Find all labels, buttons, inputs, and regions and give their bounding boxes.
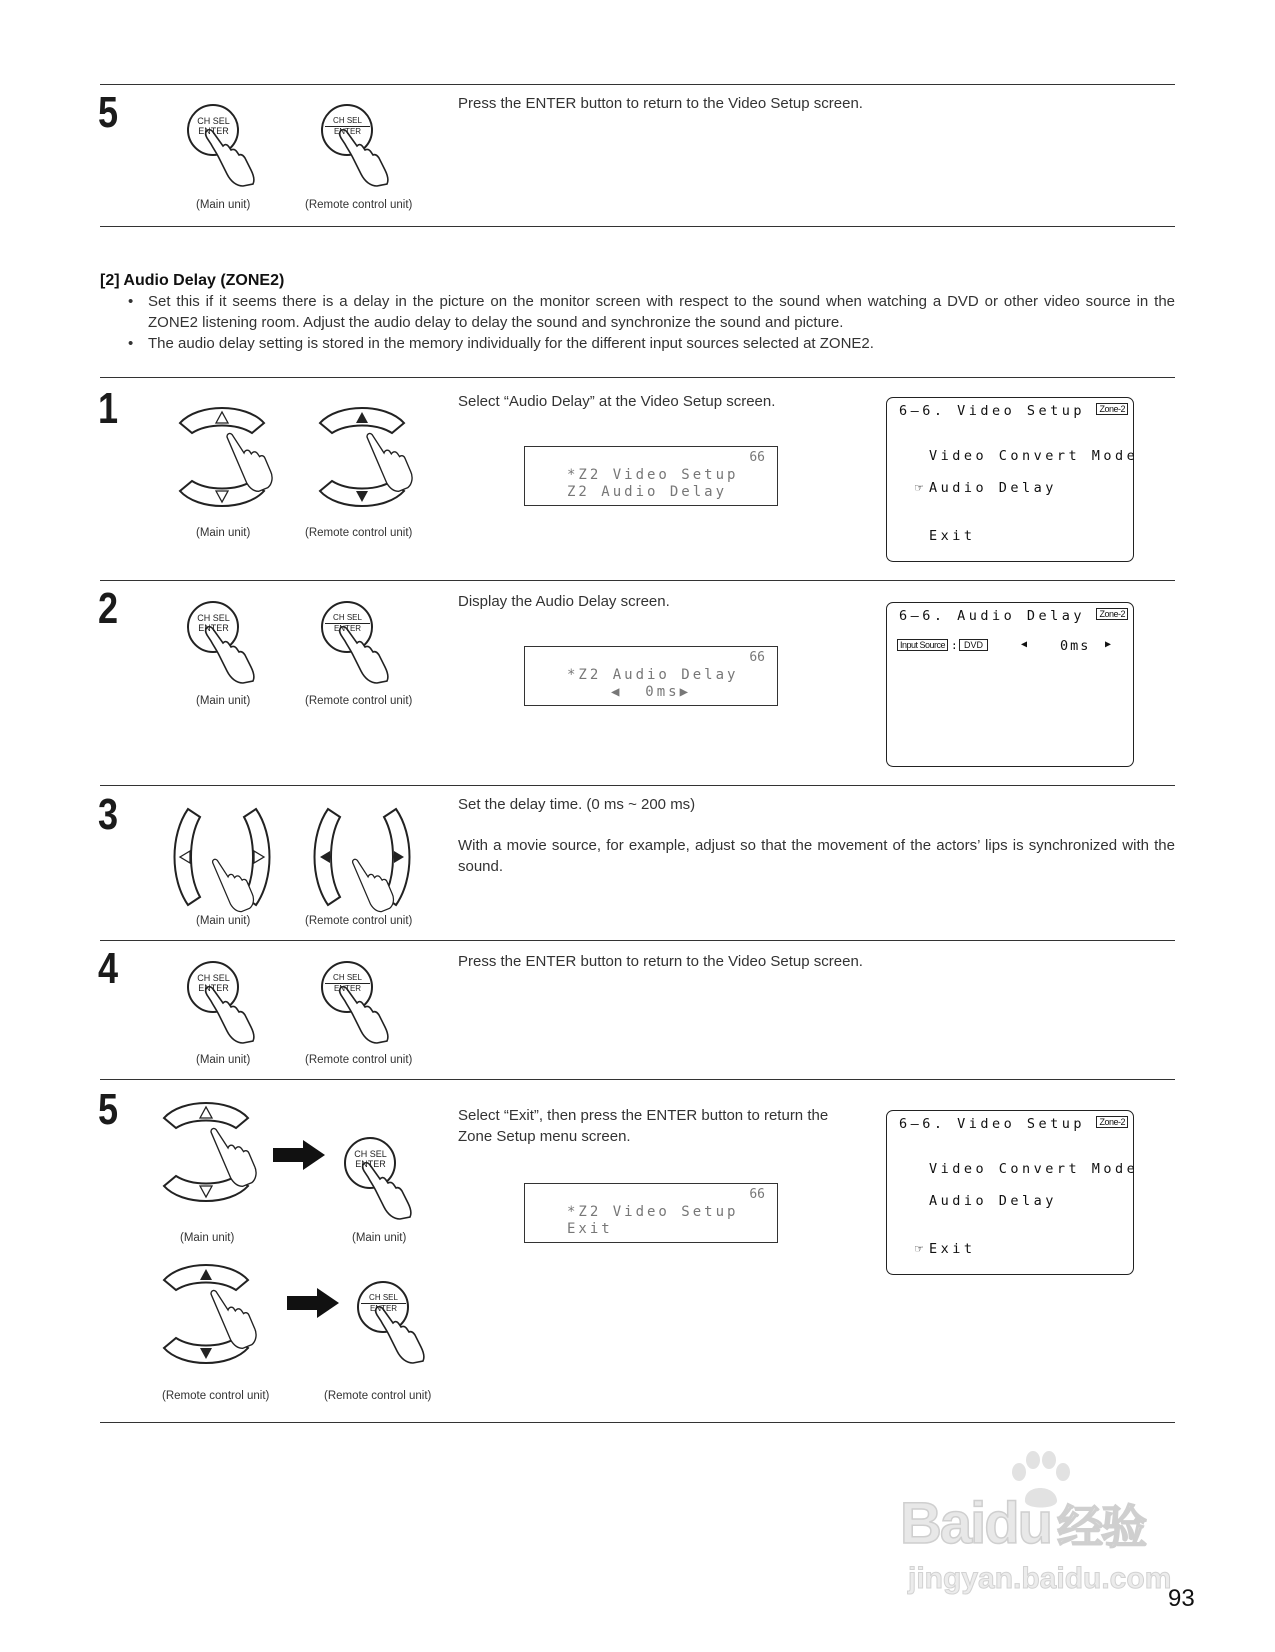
enter-button-remote [317, 597, 397, 697]
enter-button-icon [353, 1277, 433, 1377]
display-line-1: *Z2 Video Setup [567, 1204, 739, 1220]
caption-main-unit: (Main unit) [352, 1232, 407, 1244]
caption-remote-unit: (Remote control unit) [305, 695, 413, 707]
enter-button-remote [317, 100, 397, 200]
caption-main-unit: (Main unit) [196, 1054, 251, 1066]
zone-badge: Zone-2 [1096, 1116, 1128, 1128]
display-code: 66 [749, 1187, 765, 1202]
enter-button-main [340, 1133, 420, 1233]
input-source-label: Input Source [897, 639, 948, 651]
enter-button-icon [340, 1133, 420, 1233]
display-line-2: ◀ 0ms▶ [611, 684, 692, 700]
enter-button-icon [317, 100, 397, 200]
step-text: Set the delay time. (0 ms ~ 200 ms) [458, 796, 696, 813]
display-code: 66 [749, 450, 765, 465]
osd-title: 6—6. Video Setup [899, 403, 1086, 419]
enter-button-icon [183, 957, 263, 1057]
step-number: 5 [98, 88, 119, 137]
enter-button-main [183, 957, 263, 1057]
step-rule [100, 940, 1175, 941]
caption-remote-unit: (Remote control unit) [162, 1390, 270, 1402]
ch-sel-label: CH SEL [197, 973, 230, 983]
enter-label: ENTER [361, 1303, 406, 1313]
caption-remote-unit: (Remote control unit) [305, 915, 413, 927]
step-number: 2 [98, 584, 119, 633]
osd-item-exit: Exit [929, 528, 976, 544]
ch-sel-label: CH SEL [333, 613, 362, 622]
osd-screen [886, 397, 1139, 562]
left-right-buttons-main [170, 805, 290, 915]
osd-cursor-icon: ☞ [915, 480, 924, 496]
caption-main-unit: (Main unit) [196, 199, 251, 211]
enter-label: ENTER [198, 623, 229, 633]
bullet-dot: • [128, 293, 134, 310]
osd-cursor-icon: ☞ [915, 1241, 924, 1257]
left-right-buttons-remote [310, 805, 430, 915]
caption-remote-unit: (Remote control unit) [324, 1390, 432, 1402]
step-text: Select “Audio Delay” at the Video Setup screen. [458, 393, 776, 410]
watermark-cn: 经验 [1057, 1501, 1146, 1553]
caption-remote-unit: (Remote control unit) [305, 1054, 413, 1066]
enter-button-main [183, 100, 263, 200]
osd-item-exit: Exit [929, 1241, 976, 1257]
step-text: Press the ENTER button to return to the Video Setup screen. [458, 953, 863, 970]
caption-remote-unit: (Remote control unit) [305, 199, 413, 211]
caption-main-unit: (Main unit) [180, 1232, 235, 1244]
osd-item-video-convert: Video Convert Mode [929, 1161, 1139, 1177]
enter-label: ENTER [325, 126, 370, 136]
osd-title: 6—6. Audio Delay [899, 608, 1086, 624]
page-number: 93 [1168, 1585, 1195, 1612]
section-rule [100, 226, 1175, 227]
osd-item-audio-delay: Audio Delay [929, 480, 1057, 496]
front-display [524, 446, 778, 506]
up-down-buttons-main [162, 1098, 272, 1210]
enter-label: ENTER [325, 623, 370, 633]
display-line-1: *Z2 Audio Delay [567, 667, 739, 683]
step-number: 1 [98, 384, 119, 433]
baidu-watermark [900, 1450, 1200, 1610]
step-number: 3 [98, 790, 119, 839]
osd-screen [886, 602, 1134, 767]
ch-sel-label: CH SEL [354, 1149, 387, 1159]
caption-main-unit: (Main unit) [196, 527, 251, 539]
step-text: Display the Audio Delay screen. [458, 593, 670, 610]
display-line-2: Exit [567, 1221, 613, 1237]
step-number: 4 [98, 944, 119, 993]
enter-label: ENTER [198, 983, 229, 993]
osd-title: 6—6. Video Setup [899, 1116, 1086, 1132]
watermark-url: jingyan.baidu.com [908, 1562, 1172, 1595]
up-down-buttons-main [178, 403, 288, 515]
up-down-buttons-remote [318, 403, 428, 515]
enter-button-icon [317, 597, 397, 697]
right-arrow-icon [287, 1288, 341, 1318]
step-rule [100, 377, 1175, 378]
top-rule [100, 84, 1175, 85]
input-source-sep: : [951, 639, 958, 652]
up-down-buttons-remote [162, 1260, 272, 1372]
enter-button-icon [183, 597, 263, 697]
enter-button-icon [317, 957, 397, 1057]
caption-main-unit: (Main unit) [196, 695, 251, 707]
ch-sel-label: CH SEL [333, 116, 362, 125]
step-text: Select “Exit”, then press the ENTER button to return the Zone Setup menu screen. [458, 1107, 829, 1145]
enter-label: ENTER [355, 1159, 386, 1169]
step-text: Press the ENTER button to return to the Video Setup screen. [458, 95, 863, 112]
left-arrow-icon: ◀ [1021, 639, 1028, 650]
right-arrow-icon [273, 1140, 327, 1170]
zone-badge: Zone-2 [1096, 403, 1128, 415]
osd-item-audio-delay: Audio Delay [929, 1193, 1057, 1209]
ch-sel-label: CH SEL [197, 116, 230, 126]
enter-label: ENTER [325, 983, 370, 993]
section-heading: [2] Audio Delay (ZONE2) [100, 272, 285, 289]
front-display [524, 1183, 778, 1243]
step-rule [100, 1079, 1175, 1080]
input-source-value: DVD [959, 639, 988, 651]
display-line-1: *Z2 Video Setup [567, 467, 739, 483]
osd-screen [886, 1110, 1139, 1275]
step-rule [100, 580, 1175, 581]
enter-label: ENTER [198, 126, 229, 136]
display-code: 66 [749, 650, 765, 665]
step-rule [100, 785, 1175, 786]
enter-button-icon [183, 100, 263, 200]
bottom-rule [100, 1422, 1175, 1423]
front-display [524, 646, 778, 706]
zone-badge: Zone-2 [1096, 608, 1128, 620]
bullet-dot: • [128, 335, 134, 352]
caption-main-unit: (Main unit) [196, 915, 251, 927]
enter-button-main [183, 597, 263, 697]
ch-sel-label: CH SEL [369, 1293, 398, 1302]
display-line-2: Z2 Audio Delay [567, 484, 728, 500]
step-number: 5 [98, 1085, 119, 1134]
right-arrow-icon: ▶ [1105, 639, 1112, 650]
caption-remote-unit: (Remote control unit) [305, 527, 413, 539]
watermark-brand-text: Baidu [900, 1491, 1052, 1556]
delay-value: 0ms [1060, 638, 1091, 654]
bullet-text: Set this if it seems there is a delay in the picture on the monitor screen with respect to the sound when watching a DVD or other video source in the ZONE2 listening room. Adjust the audio delay to delay the sound and synchronize the sound and picture. [148, 293, 1175, 331]
osd-item-video-convert: Video Convert Mode [929, 448, 1139, 464]
watermark-brand [900, 1490, 1145, 1557]
ch-sel-label: CH SEL [197, 613, 230, 623]
enter-button-remote [353, 1277, 433, 1377]
ch-sel-label: CH SEL [333, 973, 362, 982]
enter-button-remote [317, 957, 397, 1057]
bullet-text: The audio delay setting is stored in the memory individually for the different input sources selected at ZONE2. [148, 335, 874, 352]
step-text: With a movie source, for example, adjust so that the movement of the actors’ lips is synchronized with the sound. [458, 837, 1175, 875]
